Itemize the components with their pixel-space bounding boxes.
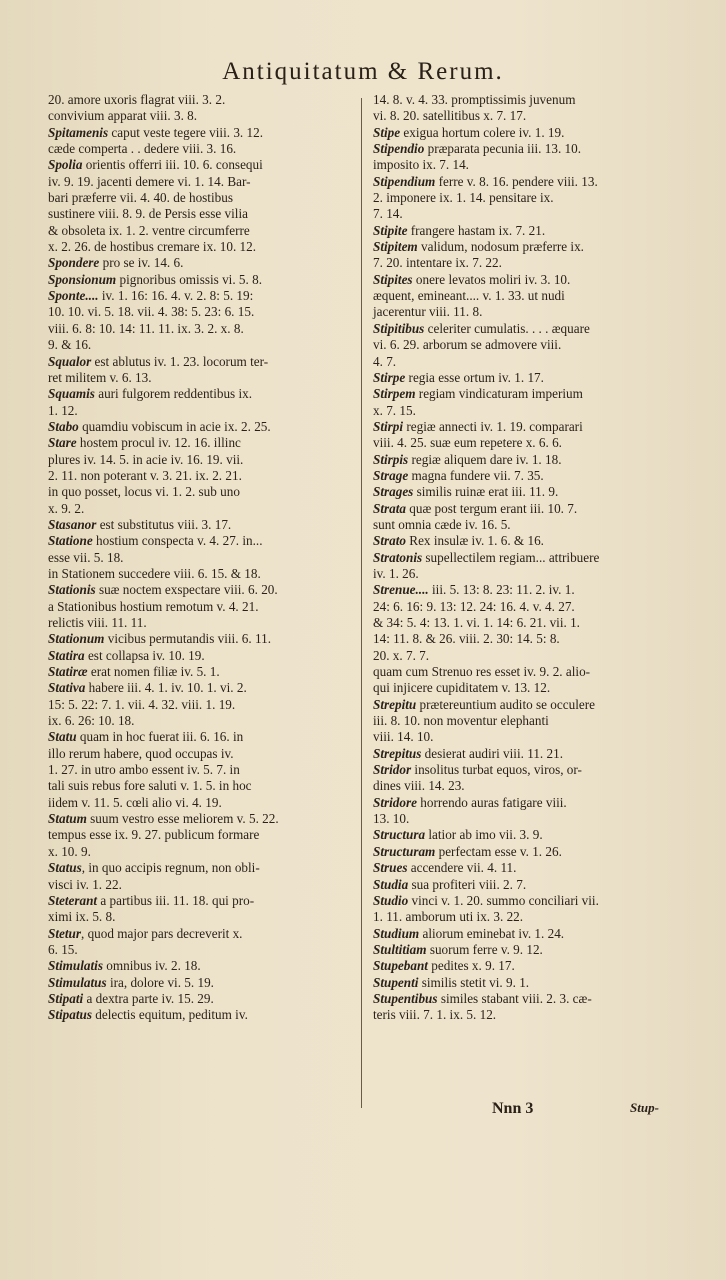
- index-keyword: Stupentibus: [373, 990, 438, 1006]
- index-text: 20. amore uxoris flagrat viii. 3. 2.: [48, 92, 226, 107]
- index-keyword: Statu: [48, 729, 77, 745]
- index-line: [48, 860, 354, 876]
- index-line: [48, 909, 354, 925]
- index-line: [373, 435, 683, 451]
- index-text: iv. 1. 26.: [373, 565, 419, 581]
- index-line: [373, 582, 683, 598]
- index-text: pro se iv. 14. 6.: [99, 255, 184, 271]
- index-line: [48, 827, 354, 843]
- index-keyword: Stipendium: [373, 173, 436, 189]
- index-line: [373, 452, 683, 468]
- index-keyword: Stasanor: [48, 516, 97, 532]
- index-keyword: Stipati: [48, 990, 84, 1006]
- index-line: [48, 615, 354, 631]
- index-text: 10. 10. vi. 5. 18. vii. 4. 38: 5. 23: 6. 15.: [48, 304, 255, 320]
- index-line: [373, 550, 683, 566]
- index-text: celeriter cumulatis. . . . æquare: [424, 320, 590, 336]
- index-keyword: Stipitibus: [373, 320, 425, 336]
- index-keyword: Stipe: [373, 124, 401, 140]
- index-text: aliorum eminebat iv. 1. 24.: [419, 925, 565, 941]
- index-text: similis ruinæ erat iii. 11. 9.: [413, 484, 559, 500]
- index-keyword: Status: [48, 860, 82, 876]
- index-text: 1. 11. amborum uti ix. 3. 22.: [373, 909, 524, 925]
- index-keyword: Stirpe: [373, 369, 406, 385]
- index-text: convivium apparat viii. 3. 8.: [48, 108, 198, 124]
- index-text: pedites x. 9. 17.: [427, 958, 515, 974]
- index-keyword: Spitamenis: [48, 124, 109, 140]
- index-text: est substitutus viii. 3. 17.: [96, 516, 232, 532]
- index-text: delectis equitum, peditum iv.: [91, 1007, 248, 1023]
- index-line: [373, 501, 683, 517]
- index-line: [48, 599, 354, 615]
- index-keyword: Spondere: [48, 255, 100, 271]
- index-line: [48, 403, 354, 419]
- index-line: [48, 435, 354, 451]
- index-line: [48, 108, 354, 124]
- index-line: [373, 92, 683, 108]
- index-text: dines viii. 14. 23.: [373, 778, 465, 794]
- index-keyword: Structura: [373, 827, 426, 843]
- index-text: visci iv. 1. 22.: [48, 876, 122, 892]
- index-text: x. 7. 15.: [373, 402, 416, 418]
- index-line: [373, 337, 683, 353]
- catchword: Stup-: [630, 1100, 659, 1115]
- index-line: [373, 255, 683, 271]
- index-line: [48, 566, 354, 582]
- index-line: [48, 664, 354, 680]
- index-line: [373, 141, 683, 157]
- index-keyword: Stimulatis: [48, 958, 103, 974]
- index-line: [373, 827, 683, 843]
- index-text: iv. 1. 16: 16. 4. v. 2. 8: 5. 19:: [98, 288, 254, 304]
- index-line: [373, 403, 683, 419]
- index-line: [48, 370, 354, 386]
- index-text: , in quo accipis regnum, non obli-: [81, 860, 260, 876]
- index-keyword: Stabo: [48, 418, 79, 434]
- index-text: 6. 15.: [48, 941, 78, 957]
- index-line: [48, 746, 354, 762]
- index-text: teris viii. 7. 1. ix. 5. 12.: [373, 1007, 497, 1023]
- index-keyword: Strata: [373, 500, 406, 516]
- index-line: [48, 223, 354, 239]
- index-text: imposito ix. 7. 14.: [373, 157, 469, 173]
- index-text: 7. 14.: [373, 206, 403, 222]
- index-line: [373, 370, 683, 386]
- index-text: sustinere viii. 8. 9. de Persis esse vilia: [48, 206, 248, 222]
- index-text: 13. 10.: [373, 811, 410, 827]
- index-text: hostem procul iv. 12. 16. illinc: [76, 435, 241, 451]
- index-keyword: Strues: [373, 860, 408, 876]
- index-text: a dextra parte iv. 15. 29.: [83, 990, 214, 1006]
- index-text: cæde comperta . . dedere viii. 3. 16.: [48, 141, 237, 157]
- index-line: [48, 354, 354, 370]
- index-line: [48, 942, 354, 958]
- index-line: [373, 975, 683, 991]
- index-line: [373, 533, 683, 549]
- index-text: Rex insulæ iv. 1. 6. & 16.: [405, 533, 544, 549]
- index-keyword: Stativa: [48, 680, 86, 696]
- index-text: a partibus iii. 11. 18. qui pro-: [97, 892, 255, 908]
- index-text: & obsoleta ix. 1. 2. ventre circumferre: [48, 222, 250, 238]
- index-text: 2. imponere ix. 1. 14. pensitare ix.: [373, 190, 554, 206]
- index-text: hostium conspecta v. 4. 27. in...: [92, 533, 263, 549]
- index-line: [373, 108, 683, 124]
- right-column: [373, 92, 683, 1024]
- index-line: [48, 648, 354, 664]
- index-line: [48, 141, 354, 157]
- index-text: plures iv. 14. 5. in acie iv. 16. 19. vii.: [48, 451, 244, 467]
- index-line: [373, 893, 683, 909]
- index-text: 20. x. 7. 7.: [373, 647, 430, 663]
- index-line: [48, 174, 354, 190]
- index-line: [373, 713, 683, 729]
- index-text: ximi ix. 5. 8.: [48, 909, 116, 925]
- index-keyword: Strages: [373, 484, 414, 500]
- index-line: [48, 762, 354, 778]
- index-text: quæ post tergum erant iii. 10. 7.: [405, 500, 578, 516]
- index-line: [48, 468, 354, 484]
- index-text: frangere hastam ix. 7. 21.: [407, 222, 546, 238]
- index-line: [373, 615, 683, 631]
- index-line: [48, 386, 354, 402]
- index-line: [48, 484, 354, 500]
- index-text: 24: 6. 16: 9. 13: 12. 24: 16. 4. v. 4. 27.: [373, 598, 575, 614]
- index-keyword: Stultitiam: [373, 941, 427, 957]
- index-keyword: Structuram: [373, 843, 436, 859]
- index-line: [373, 304, 683, 320]
- index-keyword: Stirpis: [373, 451, 409, 467]
- index-keyword: Stupenti: [373, 974, 419, 990]
- index-line: [373, 648, 683, 664]
- index-line: [48, 877, 354, 893]
- index-line: [48, 501, 354, 517]
- index-text: x. 9. 2.: [48, 500, 85, 516]
- index-line: [48, 697, 354, 713]
- index-text: habere iii. 4. 1. iv. 10. 1. vi. 2.: [85, 680, 247, 696]
- index-keyword: Statione: [48, 533, 93, 549]
- index-line: [48, 991, 354, 1007]
- index-line: [373, 468, 683, 484]
- index-line: [48, 239, 354, 255]
- index-line: [373, 877, 683, 893]
- index-text: onere levatos moliri iv. 3. 10.: [412, 271, 571, 287]
- index-text: in quo posset, locus vi. 1. 2. sub uno: [48, 484, 240, 500]
- index-text: caput veste tegere viii. 3. 12.: [108, 124, 263, 140]
- index-line: [48, 795, 354, 811]
- index-text: bari præferre vii. 4. 40. de hostibus: [48, 190, 233, 206]
- index-line: [373, 190, 683, 206]
- index-line: [373, 272, 683, 288]
- index-keyword: Steterant: [48, 892, 98, 908]
- index-keyword: Studium: [373, 925, 420, 941]
- index-line: [373, 239, 683, 255]
- index-text: jacerentur viii. 11. 8.: [373, 304, 483, 320]
- index-line: [48, 517, 354, 533]
- index-text: tali suis rebus fore saluti v. 1. 5. in hoc: [48, 778, 252, 794]
- index-text: desierat audiri viii. 11. 21.: [421, 745, 563, 761]
- index-line: [48, 272, 354, 288]
- index-keyword: Stirpi: [373, 418, 404, 434]
- index-line: [373, 762, 683, 778]
- index-text: 1. 12.: [48, 402, 78, 418]
- index-line: [373, 174, 683, 190]
- index-text: relictis viii. 11. 11.: [48, 615, 147, 630]
- index-text: 14: 11. 8. & 26. viii. 2. 30: 14. 5: 8.: [373, 631, 560, 647]
- index-text: 1. 27. in utro ambo essent iv. 5. 7. in: [48, 762, 240, 778]
- index-text: viii. 14. 10.: [373, 729, 434, 745]
- index-text: magna fundere vii. 7. 35.: [408, 467, 544, 483]
- index-line: [373, 958, 683, 974]
- index-line: [48, 631, 354, 647]
- index-line: [48, 975, 354, 991]
- index-text: vicibus permutandis viii. 6. 11.: [104, 631, 271, 647]
- index-line: [48, 893, 354, 909]
- index-text: regiam vindicaturam imperium: [415, 386, 583, 402]
- index-text: 15: 5. 22: 7. 1. vii. 4. 32. viii. 1. 19.: [48, 696, 236, 712]
- index-line: [373, 778, 683, 794]
- index-text: præparata pecunia iii. 13. 10.: [424, 141, 582, 157]
- index-text: iii. 5. 13: 8. 23: 11. 2. iv. 1.: [428, 582, 575, 598]
- index-text: prætereuntium audito se occulere: [416, 696, 595, 712]
- index-line: [373, 419, 683, 435]
- index-keyword: Stupebant: [373, 958, 428, 974]
- index-text: iidem v. 11. 5. cœli alio vi. 4. 19.: [48, 794, 222, 810]
- index-line: [48, 321, 354, 337]
- index-line: [48, 452, 354, 468]
- index-line: [373, 517, 683, 533]
- index-line: [48, 125, 354, 141]
- index-keyword: Squamis: [48, 386, 95, 402]
- index-text: regia esse ortum iv. 1. 17.: [405, 369, 544, 385]
- index-keyword: Sponte....: [48, 288, 99, 304]
- index-text: validum, nodosum præferre ix.: [417, 239, 584, 255]
- signature-mark: Nnn 3: [492, 1100, 534, 1117]
- index-line: [48, 844, 354, 860]
- index-line: [48, 926, 354, 942]
- index-line: [48, 255, 354, 271]
- index-keyword: Stipitem: [373, 239, 418, 255]
- index-line: [373, 860, 683, 876]
- index-keyword: Stetur: [48, 925, 81, 941]
- index-text: quam in hoc fuerat iii. 6. 16. in: [76, 729, 244, 745]
- index-text: similis stetit vi. 9. 1.: [418, 974, 530, 990]
- index-text: ret militem v. 6. 13.: [48, 369, 152, 385]
- index-line: [373, 811, 683, 827]
- index-line: [373, 746, 683, 762]
- index-text: latior ab imo vii. 3. 9.: [425, 827, 543, 843]
- index-line: [48, 729, 354, 745]
- index-line: [48, 288, 354, 304]
- index-line: [48, 958, 354, 974]
- index-line: [373, 680, 683, 696]
- index-keyword: Statum: [48, 811, 87, 827]
- index-line: [373, 354, 683, 370]
- index-text: regiæ annecti iv. 1. 19. comparari: [403, 418, 583, 434]
- index-keyword: Strenue....: [373, 582, 429, 598]
- index-text: est collapsa iv. 10. 19.: [84, 647, 205, 663]
- index-text: illo rerum habere, quod occupas iv.: [48, 745, 234, 761]
- index-line: [373, 386, 683, 402]
- index-text: x. 2. 26. de hostibus cremare ix. 10. 12.: [48, 239, 257, 255]
- index-line: [48, 190, 354, 206]
- index-text: insolitus turbat equos, viros, or-: [411, 762, 582, 778]
- index-keyword: Stridore: [373, 794, 417, 810]
- index-line: [48, 713, 354, 729]
- index-line: [373, 991, 683, 1007]
- index-keyword: Stationum: [48, 631, 105, 647]
- index-keyword: Stratonis: [373, 549, 423, 565]
- index-keyword: Strato: [373, 533, 406, 549]
- index-text: ix. 6. 26: 10. 18.: [48, 713, 135, 729]
- index-text: vi. 6. 29. arborum se admovere viii.: [373, 337, 562, 353]
- index-keyword: Spolia: [48, 157, 83, 173]
- index-line: [48, 680, 354, 696]
- index-text: 4. 7.: [373, 353, 397, 369]
- index-line: [373, 125, 683, 141]
- index-keyword: Squalor: [48, 353, 92, 369]
- index-line: [373, 795, 683, 811]
- index-text: perfectam esse v. 1. 26.: [435, 843, 562, 859]
- index-keyword: Statiræ: [48, 664, 88, 680]
- index-line: [373, 223, 683, 239]
- index-text: iv. 9. 19. jacenti demere vi. 1. 14. Bar-: [48, 173, 251, 189]
- index-line: [373, 599, 683, 615]
- index-text: æquent, emineant.... v. 1. 33. ut nudi: [373, 288, 565, 304]
- index-keyword: Stare: [48, 435, 77, 451]
- index-line: [373, 484, 683, 500]
- index-keyword: Stipatus: [48, 1007, 92, 1023]
- index-text: tempus esse ix. 9. 27. publicum formare: [48, 827, 260, 843]
- index-text: sunt omnia cæde iv. 16. 5.: [373, 516, 511, 532]
- index-text: similes stabant viii. 2. 3. cæ-: [437, 990, 592, 1006]
- index-text: , quod major pars decreverit x.: [80, 925, 243, 941]
- index-line: [48, 157, 354, 173]
- index-text: & 34: 5. 4: 13. 1. vi. 1. 14: 6. 21. vii. 1.: [373, 615, 580, 630]
- index-line: [48, 550, 354, 566]
- index-line: [373, 942, 683, 958]
- index-text: horrendo auras fatigare viii.: [416, 794, 567, 810]
- index-text: omnibus iv. 2. 18.: [102, 958, 201, 974]
- index-line: [373, 566, 683, 582]
- index-keyword: Stipites: [373, 271, 413, 287]
- index-line: [48, 811, 354, 827]
- index-text: x. 10. 9.: [48, 843, 91, 859]
- index-text: viii. 6. 8: 10. 14: 11. 11. ix. 3. 2. x. 8.: [48, 320, 244, 336]
- index-line: [373, 729, 683, 745]
- index-text: pignoribus omissis vi. 5. 8.: [116, 271, 262, 287]
- column-divider: [361, 98, 362, 1108]
- index-text: est ablutus iv. 1. 23. locorum ter-: [91, 353, 269, 369]
- index-text: auri fulgorem reddentibus ix.: [94, 386, 253, 402]
- index-text: ferre v. 8. 16. pendere viii. 13.: [435, 173, 598, 189]
- index-line: [373, 926, 683, 942]
- index-text: regiæ aliquem dare iv. 1. 18.: [408, 451, 562, 467]
- index-keyword: Stationis: [48, 582, 96, 598]
- index-text: suorum ferre v. 9. 12.: [426, 941, 543, 957]
- index-line: [48, 92, 354, 108]
- index-text: orientis offerri iii. 10. 6. consequi: [82, 157, 263, 173]
- index-text: suum vestro esse meliorem v. 5. 22.: [86, 811, 279, 827]
- left-column: [48, 92, 354, 1024]
- index-keyword: Studio: [373, 892, 409, 908]
- index-text: iii. 8. 10. non moventur elephanti: [373, 713, 549, 729]
- index-text: qui injicere cupiditatem v. 13. 12.: [373, 680, 551, 696]
- index-keyword: Stirpem: [373, 386, 416, 402]
- index-text: quam cum Strenuo res esset iv. 9. 2. alio-: [373, 664, 591, 680]
- index-text: exigua hortum colere iv. 1. 19.: [400, 124, 565, 140]
- index-keyword: Strepitu: [373, 696, 417, 712]
- index-line: [373, 909, 683, 925]
- index-keyword: Strage: [373, 467, 409, 483]
- index-line: [48, 304, 354, 320]
- index-text: accendere vii. 4. 11.: [407, 860, 517, 876]
- index-keyword: Stimulatus: [48, 974, 107, 990]
- index-text: suæ noctem exspectare viii. 6. 20.: [95, 582, 278, 598]
- index-line: [48, 337, 354, 353]
- index-text: sua profiteri viii. 2. 7.: [408, 876, 527, 892]
- index-text: 2. 11. non poterant v. 3. 21. ix. 2. 21.: [48, 467, 242, 483]
- index-text: vi. 8. 20. satellitibus x. 7. 17.: [373, 108, 527, 124]
- index-text: erat nomen filiæ iv. 5. 1.: [87, 664, 220, 680]
- index-line: [373, 288, 683, 304]
- index-line: [373, 1007, 683, 1023]
- index-text: vinci v. 1. 20. summo conciliari vii.: [408, 892, 599, 908]
- index-line: [373, 206, 683, 222]
- index-text: 14. 8. v. 4. 33. promptissimis juvenum: [373, 92, 576, 107]
- index-text: a Stationibus hostium remotum v. 4. 21.: [48, 598, 259, 614]
- running-header: Antiquitatum & Rerum.: [222, 58, 504, 85]
- index-text: 9. & 16.: [48, 337, 92, 353]
- index-line: [48, 206, 354, 222]
- index-line: [373, 697, 683, 713]
- index-keyword: Stipendio: [373, 141, 425, 157]
- index-text: quamdiu vobiscum in acie ix. 2. 25.: [78, 418, 271, 434]
- index-text: viii. 4. 25. suæ eum repetere x. 6. 6.: [373, 435, 562, 451]
- index-line: [373, 321, 683, 337]
- index-text: 7. 20. intentare ix. 7. 22.: [373, 255, 502, 271]
- index-line: [373, 844, 683, 860]
- index-text: in Stationem succedere viii. 6. 15. & 18.: [48, 565, 261, 581]
- index-keyword: Sponsionum: [48, 271, 117, 287]
- index-line: [48, 582, 354, 598]
- index-line: [48, 419, 354, 435]
- index-keyword: Studia: [373, 876, 409, 892]
- index-keyword: Statira: [48, 647, 85, 663]
- index-line: [373, 664, 683, 680]
- index-line: [373, 631, 683, 647]
- index-text: ira, dolore vi. 5. 19.: [106, 974, 214, 990]
- index-line: [48, 778, 354, 794]
- index-line: [48, 533, 354, 549]
- index-line: [48, 1007, 354, 1023]
- index-text: supellectilem regiam... attribuere: [422, 549, 600, 565]
- index-keyword: Stipite: [373, 222, 408, 238]
- index-keyword: Strepitus: [373, 745, 422, 761]
- index-keyword: Stridor: [373, 762, 412, 778]
- index-text: esse vii. 5. 18.: [48, 549, 124, 565]
- index-line: [373, 157, 683, 173]
